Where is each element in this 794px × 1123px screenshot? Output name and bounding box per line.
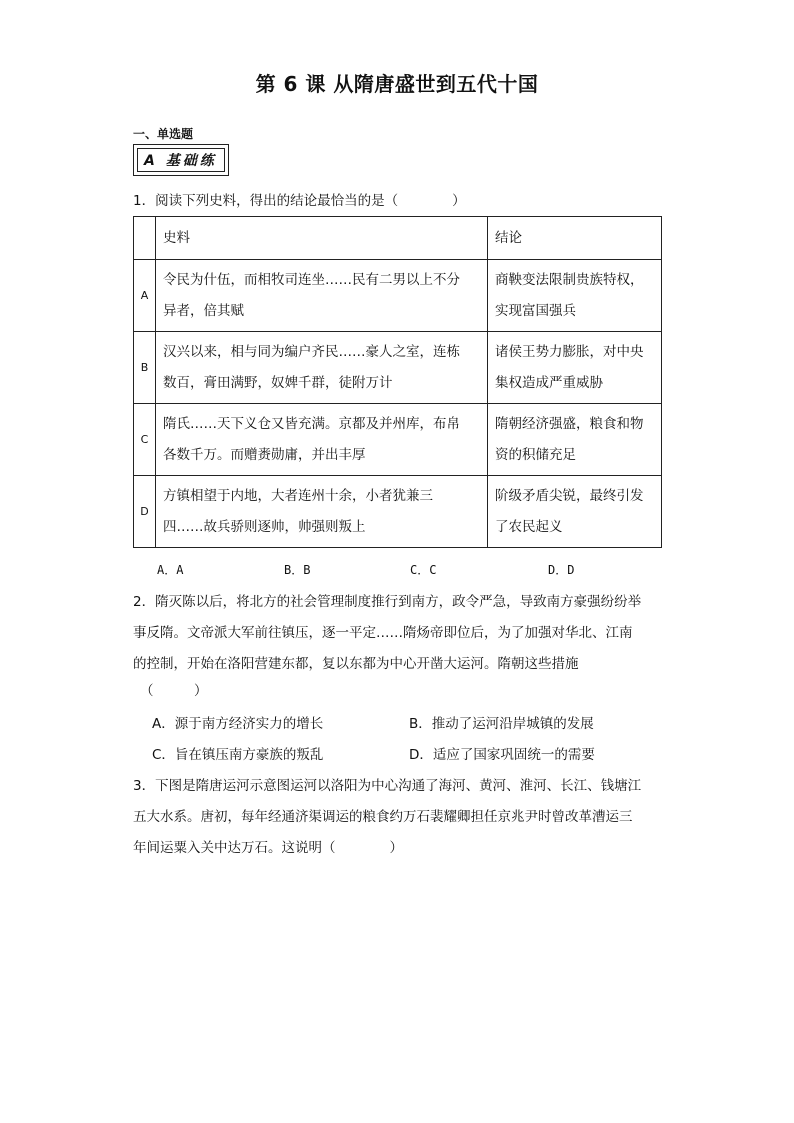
source-table bbox=[133, 216, 662, 548]
conclusion-line: 诸侯王势力膨胀，对中央 bbox=[495, 343, 644, 360]
conclusion-line: 隋朝经济强盛，粮食和物 bbox=[495, 415, 644, 432]
option-d[interactable]: D．适应了国家巩固统一的需要 bbox=[409, 747, 595, 763]
source-cell bbox=[156, 476, 488, 548]
option-b[interactable]: B．B bbox=[284, 563, 311, 577]
option-b[interactable]: B．推动了运河沿岸城镇的发展 bbox=[409, 716, 594, 732]
option-d[interactable]: D．D bbox=[548, 563, 575, 577]
conclusion-cell bbox=[488, 476, 662, 548]
question-1-options bbox=[157, 555, 627, 585]
source-cell bbox=[156, 260, 488, 332]
row-label: A bbox=[134, 260, 156, 332]
option-c[interactable]: C．C bbox=[410, 563, 437, 577]
source-cell bbox=[156, 332, 488, 404]
level-badge bbox=[133, 144, 229, 176]
conclusion-line: 实现富国强兵 bbox=[495, 302, 576, 319]
source-line: 隋氏……天下义仓又皆充满。京都及并州库，布帛 bbox=[163, 415, 460, 432]
option-a[interactable]: A．A bbox=[157, 563, 184, 577]
source-line: 四……故兵骄则逐帅，帅强则叛上 bbox=[163, 518, 366, 535]
row-label: B bbox=[134, 332, 156, 404]
page-title: 第 6 课 从隋唐盛世到五代十国 bbox=[255, 72, 539, 96]
source-line: 令民为什伍，而相牧司连坐……民有二男以上不分 bbox=[163, 271, 460, 288]
table-row bbox=[134, 404, 662, 476]
table-corner-cell bbox=[134, 217, 156, 260]
question-3-stem bbox=[133, 771, 663, 864]
table-row bbox=[134, 260, 662, 332]
table-row bbox=[134, 476, 662, 548]
source-line: 数百，膏田满野，奴婢千群，徒附万计 bbox=[163, 374, 393, 391]
conclusion-line: 资的积储充足 bbox=[495, 446, 576, 463]
stem-line: 2．隋灭陈以后，将北方的社会管理制度推行到南方，政令严急，导致南方豪强纷纷举 bbox=[133, 594, 642, 610]
conclusion-cell bbox=[488, 260, 662, 332]
option-c[interactable]: C．旨在镇压南方豪族的叛乱 bbox=[152, 747, 324, 763]
source-line: 方镇相望于内地，大者连州十余，小者犹兼三 bbox=[163, 487, 433, 504]
stem-line: 事反隋。文帝派大军前往镇压，逐一平定……隋炀帝即位后，为了加强对华北、江南 bbox=[133, 625, 633, 641]
conclusion-line: 了农民起义 bbox=[495, 518, 563, 535]
conclusion-line: 商鞅变法限制贵族特权， bbox=[495, 271, 644, 288]
source-cell bbox=[156, 404, 488, 476]
answer-blank: （ ） bbox=[140, 683, 208, 699]
question-2-stem bbox=[133, 587, 663, 680]
conclusion-cell bbox=[488, 404, 662, 476]
stem-line: 五大水系。唐初，每年经通济渠调运的粮食约万石裴耀卿担任京兆尹时曾改革漕运三 bbox=[133, 809, 633, 825]
conclusion-line: 阶级矛盾尖锐，最终引发 bbox=[495, 487, 644, 504]
header-conclusion: 结论 bbox=[488, 217, 662, 260]
stem-line: 的控制，开始在洛阳营建东都，复以东都为中心开凿大运河。隋朝这些措施 bbox=[133, 656, 579, 672]
conclusion-cell bbox=[488, 332, 662, 404]
stem-line: 3．下图是隋唐运河示意图运河以洛阳为中心沟通了海河、黄河、淮河、长江、钱塘江 bbox=[133, 778, 642, 794]
level-badge-label: A 基础练 bbox=[137, 148, 225, 172]
source-line: 各数千万。而赠赉勋庸，并出丰厚 bbox=[163, 446, 366, 463]
source-line: 汉兴以来，相与同为编户齐民……豪人之室，连栋 bbox=[163, 343, 460, 360]
option-a[interactable]: A．源于南方经济实力的增长 bbox=[152, 716, 324, 732]
section-heading: 一、单选题 bbox=[133, 127, 194, 141]
source-line: 异者，倍其赋 bbox=[163, 302, 244, 319]
table-header-row bbox=[134, 217, 662, 260]
header-source: 史料 bbox=[156, 217, 488, 260]
question-1-stem: 1．阅读下列史料，得出的结论最恰当的是（ ） bbox=[133, 193, 466, 209]
stem-line: 年间运粟入关中达万石。这说明（ ） bbox=[133, 840, 403, 856]
row-label: C bbox=[134, 404, 156, 476]
conclusion-line: 集权造成严重威胁 bbox=[495, 374, 603, 391]
row-label: D bbox=[134, 476, 156, 548]
table-row bbox=[134, 332, 662, 404]
